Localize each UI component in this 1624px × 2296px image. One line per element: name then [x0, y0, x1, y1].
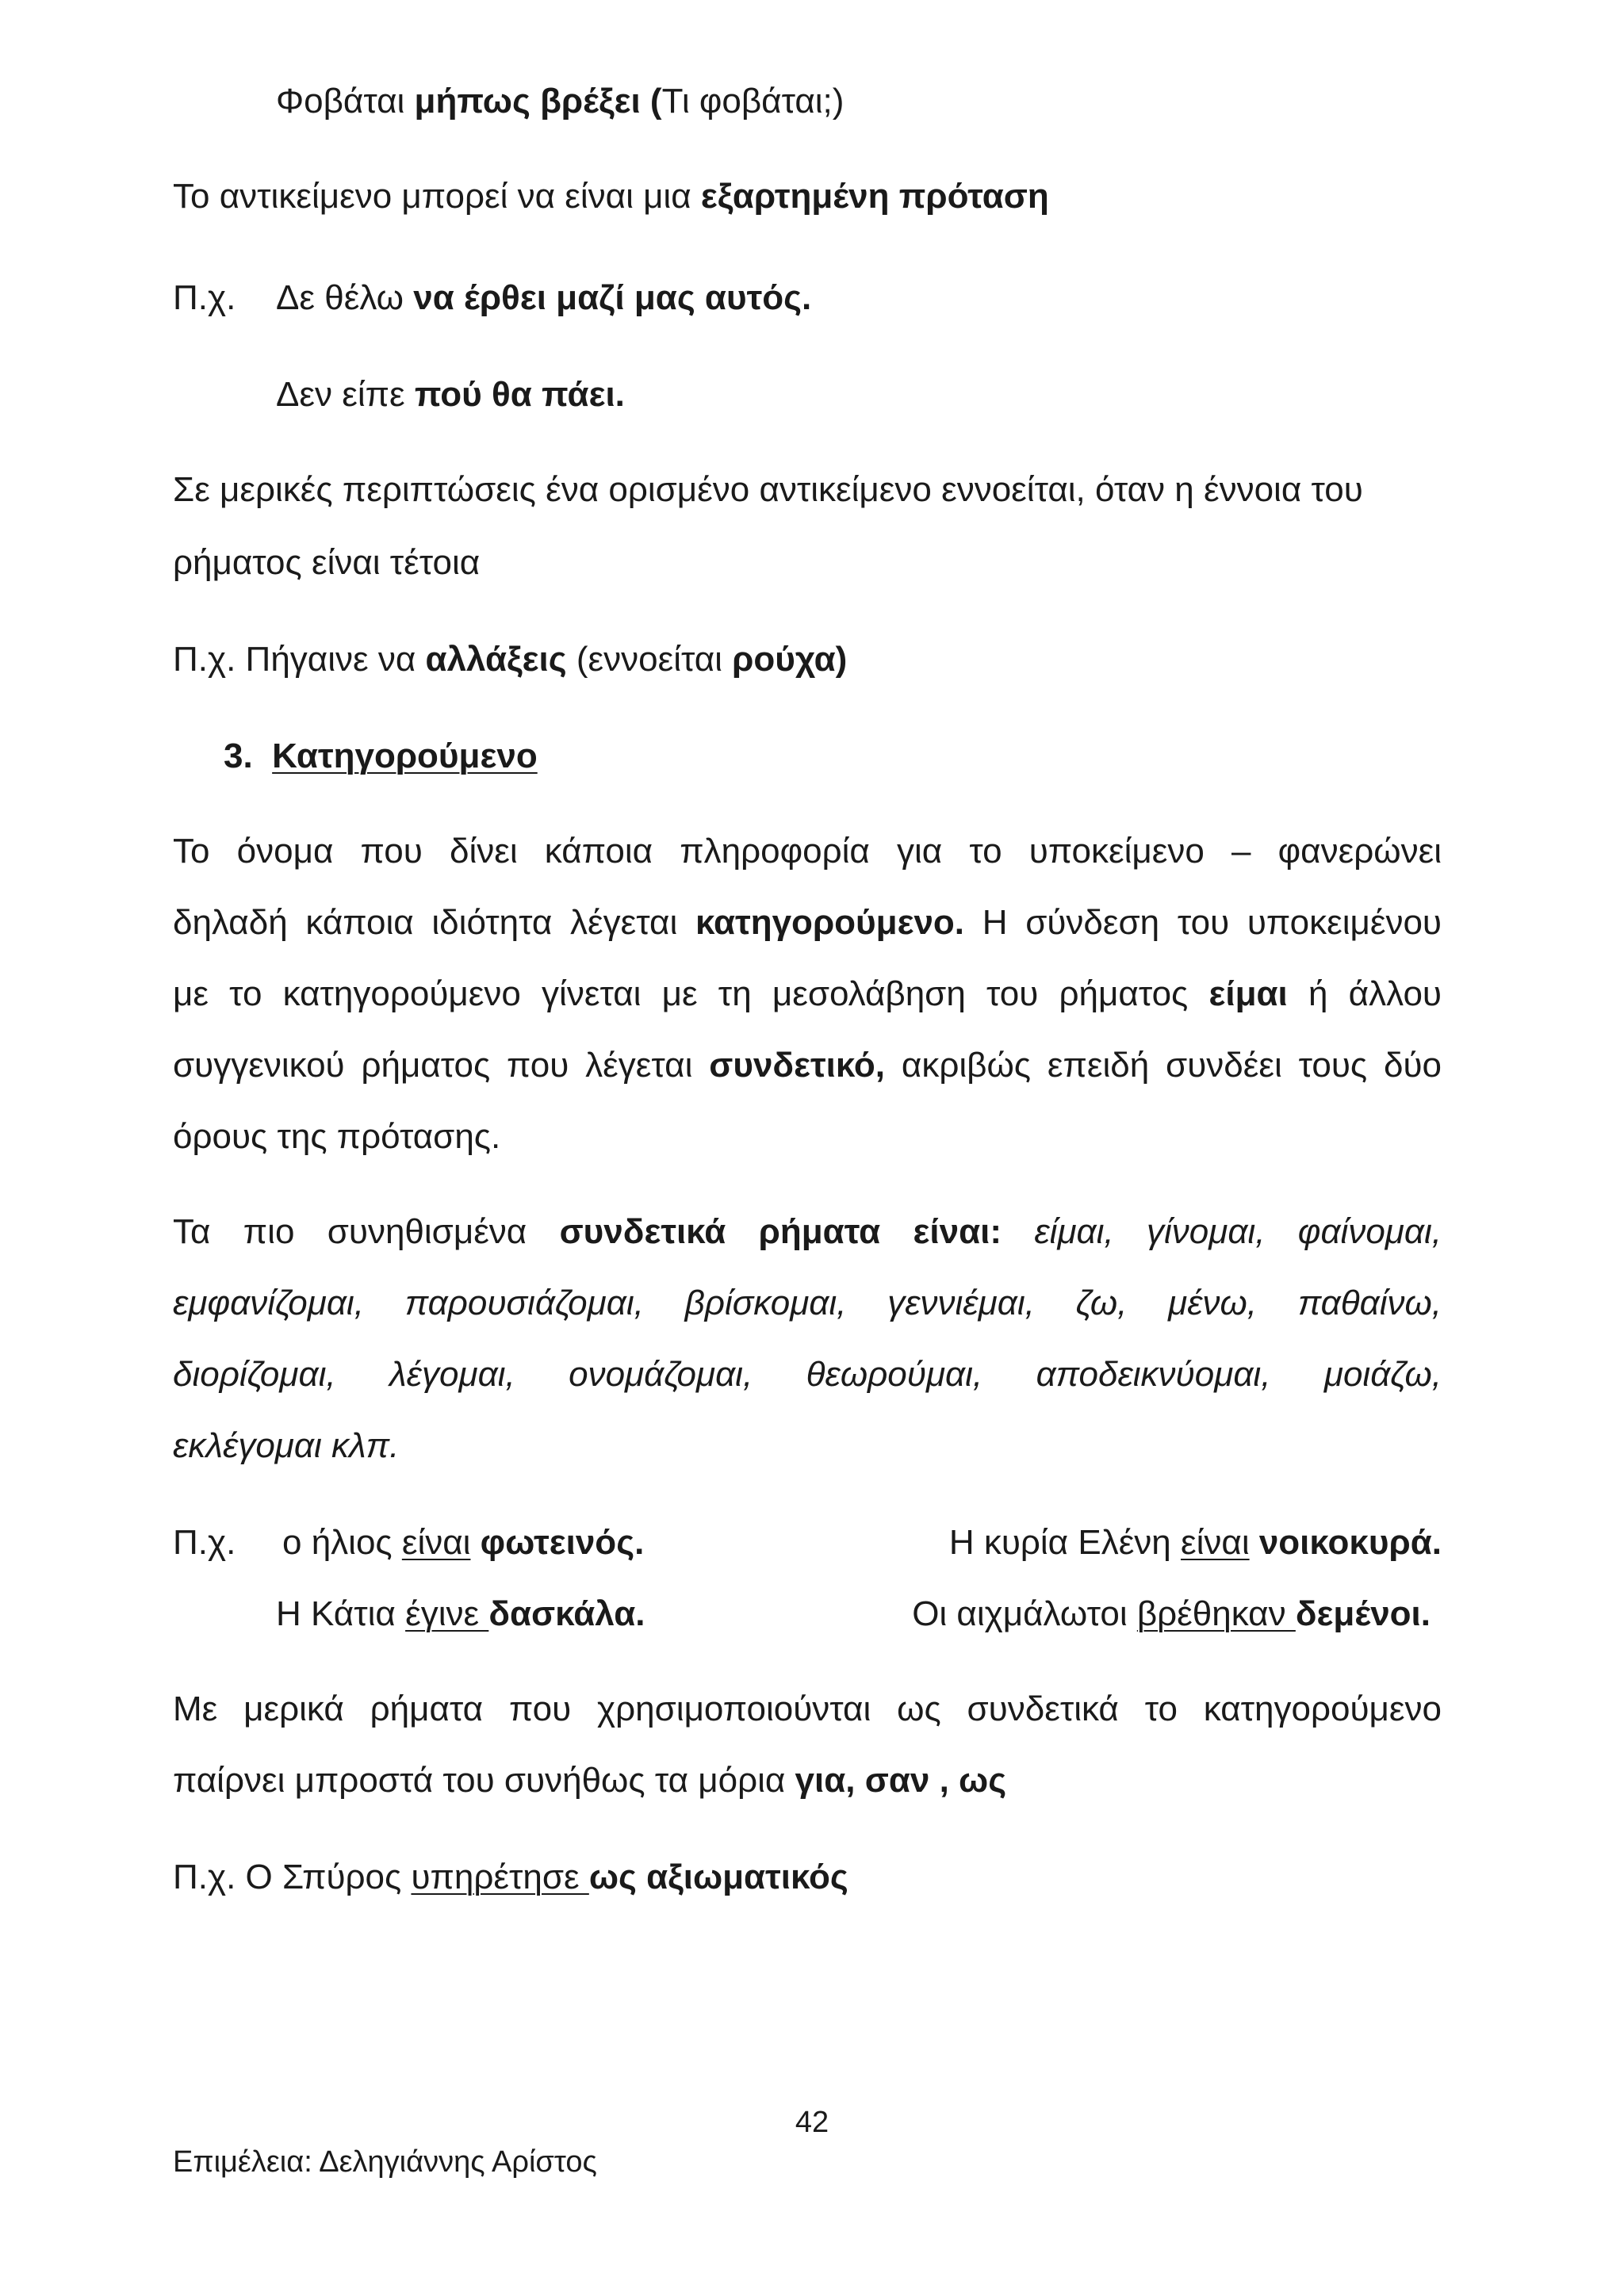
example-label: Π.χ. — [173, 278, 236, 317]
text-line: ρήματος είναι τέτοια — [173, 543, 481, 582]
paragraph-line: με το κατηγορούμενο γίνεται με τη μεσολάβηση του ρήματος είμαι ή άλλου — [173, 974, 1442, 1013]
paragraph-line: όρους της πρότασης. — [173, 1117, 501, 1156]
section-title: Κατηγορούμενο — [272, 737, 538, 775]
text-line: Σε μερικές περιπτώσεις ένα ορισμένο αντικείμενο εννοείται, όταν η έννοια του — [173, 470, 1363, 509]
section-heading — [224, 733, 538, 780]
paragraph-line: διορίζομαι, λέγομαι, ονομάζομαι, θεωρούμαι, αποδεικνύομαι, μοιάζω, — [173, 1355, 1442, 1394]
example-text: Δεν είπε πού θα πάει. — [276, 375, 625, 414]
example-3: Η Κάτια έγινε δασκάλα. — [276, 1594, 645, 1633]
example-2: Η κυρία Ελένη είναι νοικοκυρά. — [948, 1523, 1442, 1562]
example-1: ο ήλιος είναι φωτεινός. — [282, 1523, 645, 1562]
paragraph-line: εκλέγομαι κλπ. — [173, 1426, 400, 1465]
paragraph-line: συγγενικού ρήματος που λέγεται συνδετικό, ακριβώς επειδή συνδέει τους δύο — [173, 1046, 1442, 1085]
section-number: 3. — [224, 737, 253, 775]
example-label: Π.χ. — [173, 1523, 236, 1562]
example-line — [173, 274, 236, 322]
example-line: Π.χ. Ο Σπύρος υπηρέτησε ως αξιωματικός — [173, 1858, 848, 1896]
paragraph-line: δηλαδή κάποια ιδιότητα λέγεται κατηγορούμενο. Η σύνδεση του υποκειμένου — [173, 903, 1442, 942]
paragraph-line: Το όνομα που δίνει κάποια πληροφορία για το υποκείμενο – φανερώνει — [173, 832, 1442, 871]
text-line: Το αντικείμενο μπορεί να είναι μια εξαρτημένη πρόταση — [173, 177, 1049, 216]
paragraph-line: Τα πιο συνηθισμένα συνδετικά ρήματα είναι: είμαι, γίνομαι, φαίνομαι, — [173, 1212, 1442, 1251]
page-number: 42 — [795, 2106, 829, 2139]
example-text: Δε θέλω να έρθει μαζί μας αυτός. — [276, 278, 812, 317]
paragraph-line: Με μερικά ρήματα που χρησιμοποιούνται ως συνδετικά το κατηγορούμενο — [173, 1689, 1442, 1728]
example-line: Π.χ. Πήγαινε να αλλάξεις (εννοείται ρούχα) — [173, 640, 848, 679]
paragraph-line: παίρνει μπροστά του συνήθως τα μόρια για, σαν , ως — [173, 1761, 1007, 1800]
example-4: Οι αιχμάλωτοι βρέθηκαν δεμένοι. — [912, 1594, 1431, 1633]
example-line: Φοβάται μήπως βρέξει (Τι φοβάται;) — [276, 82, 845, 121]
paragraph-line: εμφανίζομαι, παρουσιάζομαι, βρίσκομαι, γεννιέμαι, ζω, μένω, παθαίνω, — [173, 1284, 1442, 1322]
footer-credit: Επιμέλεια: Δεληγιάννης Αρίστος — [173, 2145, 597, 2179]
